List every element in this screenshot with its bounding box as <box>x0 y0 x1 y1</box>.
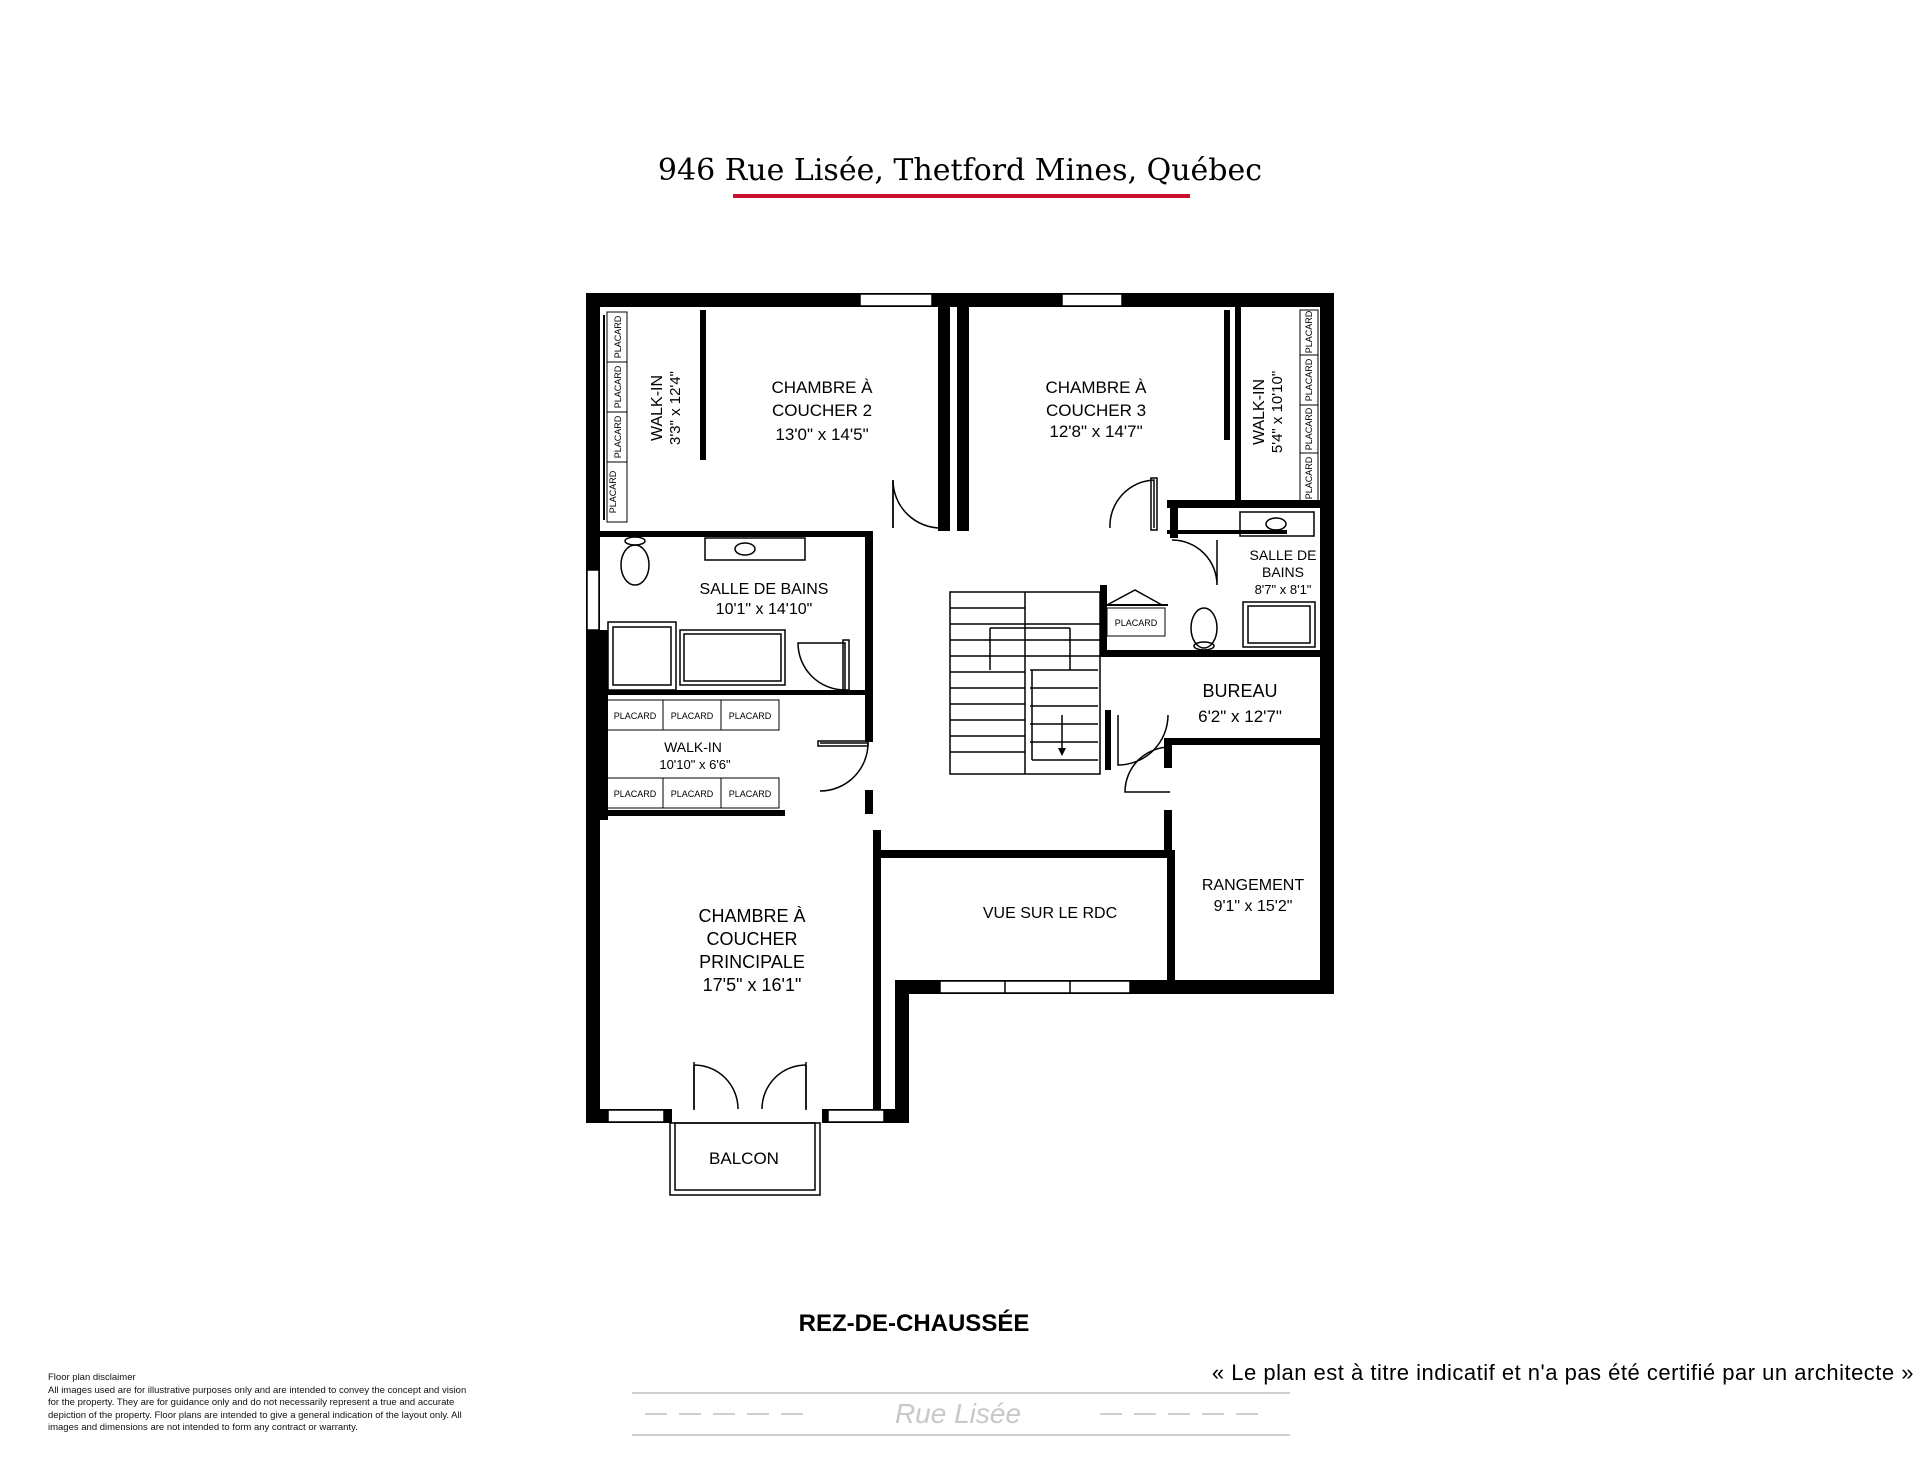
disclaimer-line: images and dimensions are not intended to form any contract or warranty. <box>48 1422 358 1433</box>
architect-note: « Le plan est à titre indicatif et n'a pas été certifié par un architecte » <box>1211 1360 1914 1385</box>
doors <box>694 478 1217 1110</box>
toilet-icon <box>621 545 649 585</box>
disclaimer <box>48 1372 548 1435</box>
storage-label: RANGEMENT <box>1201 877 1305 894</box>
stair-arrow-icon <box>1058 748 1066 756</box>
closet-label: PLACARD <box>1304 407 1314 451</box>
office-label: BUREAU <box>1202 681 1278 701</box>
closet-label: PLACARD <box>1304 358 1314 402</box>
closet-label: PLACARD <box>613 711 657 721</box>
walkin-left-label: WALK-IN <box>649 374 666 442</box>
bathroom-main-label: SALLE DE BAINS <box>699 581 829 598</box>
bathroom-small-label: SALLE DE <box>1249 547 1317 563</box>
fixtures <box>608 512 1315 690</box>
closet-label: PLACARD <box>613 789 657 799</box>
bathroom-small-dims: 8'7" x 8'1" <box>1254 582 1312 597</box>
disclaimer-line: All images used are for illustrative purposes only and are intended to convey the concept and vision <box>48 1384 467 1396</box>
bathroom-small-label: BAINS <box>1261 564 1305 580</box>
sink-icon <box>735 543 755 555</box>
closet-label: PLACARD <box>613 315 623 359</box>
street <box>632 1393 1290 1435</box>
floor-name: REZ-DE-CHAUSSÉE <box>798 1310 1030 1337</box>
closet-label: PLACARD <box>728 711 772 721</box>
closet-label: PLACARD <box>1114 618 1158 628</box>
master-bedroom-label: CHAMBRE À <box>698 906 806 926</box>
bedroom-3-label: CHAMBRE À <box>1045 378 1147 397</box>
street-name: Rue Lisée <box>894 1398 1022 1429</box>
balcony-label: BALCON <box>709 1149 779 1168</box>
disclaimer-line: depiction of the property. Floor plans are intended to give a general indication of the layout only. All <box>48 1409 462 1421</box>
closet-label: PLACARD <box>1304 310 1314 354</box>
stairs <box>950 592 1100 774</box>
bedroom-2-label: COUCHER 2 <box>771 401 873 420</box>
closet-label: PLACARD <box>613 365 623 409</box>
master-bedroom-dims: 17'5" x 16'1" <box>702 975 802 995</box>
master-bedroom-label: PRINCIPALE <box>699 952 805 972</box>
disclaimer-title: Floor plan disclaimer <box>48 1372 136 1383</box>
bedroom-3-label: COUCHER 3 <box>1045 401 1147 420</box>
view-label: VUE SUR LE RDC <box>982 905 1118 922</box>
closet-label: PLACARD <box>728 789 772 799</box>
bathroom-main-dims: 10'1" x 14'10" <box>715 601 813 618</box>
closet-label: PLACARD <box>613 415 623 459</box>
closet-label: PLACARD <box>1304 456 1314 500</box>
office-dims: 6'2" x 12'7" <box>1198 707 1282 726</box>
bedroom-2-label: CHAMBRE À <box>771 378 873 397</box>
walkin-middle-label: WALK-IN <box>664 739 722 755</box>
closet-label: PLACARD <box>670 711 714 721</box>
walkin-left-dims: 3'3" x 12'4" <box>667 371 684 445</box>
master-bedroom-label: COUCHER <box>706 929 798 949</box>
storage-dims: 9'1" x 15'2" <box>1213 898 1293 915</box>
closet-label: PLACARD <box>670 789 714 799</box>
bedroom-2-dims: 13'0" x 14'5" <box>775 425 869 444</box>
bedroom-3-dims: 12'8" x 14'7" <box>1049 422 1143 441</box>
disclaimer-line: for the property. They are for guidance only and do not necessarily represent a true and accurate <box>48 1397 455 1408</box>
walkin-right-dims: 5'4" x 10'10" <box>1269 370 1286 454</box>
address-title: 946 Rue Lisée, Thetford Mines, Québec <box>657 153 1263 188</box>
room-labels <box>649 371 1316 1168</box>
thin-walls <box>604 315 1168 655</box>
closet-label: PLACARD <box>608 470 618 514</box>
walkin-right-label: WALK-IN <box>1251 378 1268 446</box>
walkin-middle-dims: 10'10" x 6'6" <box>659 757 731 772</box>
